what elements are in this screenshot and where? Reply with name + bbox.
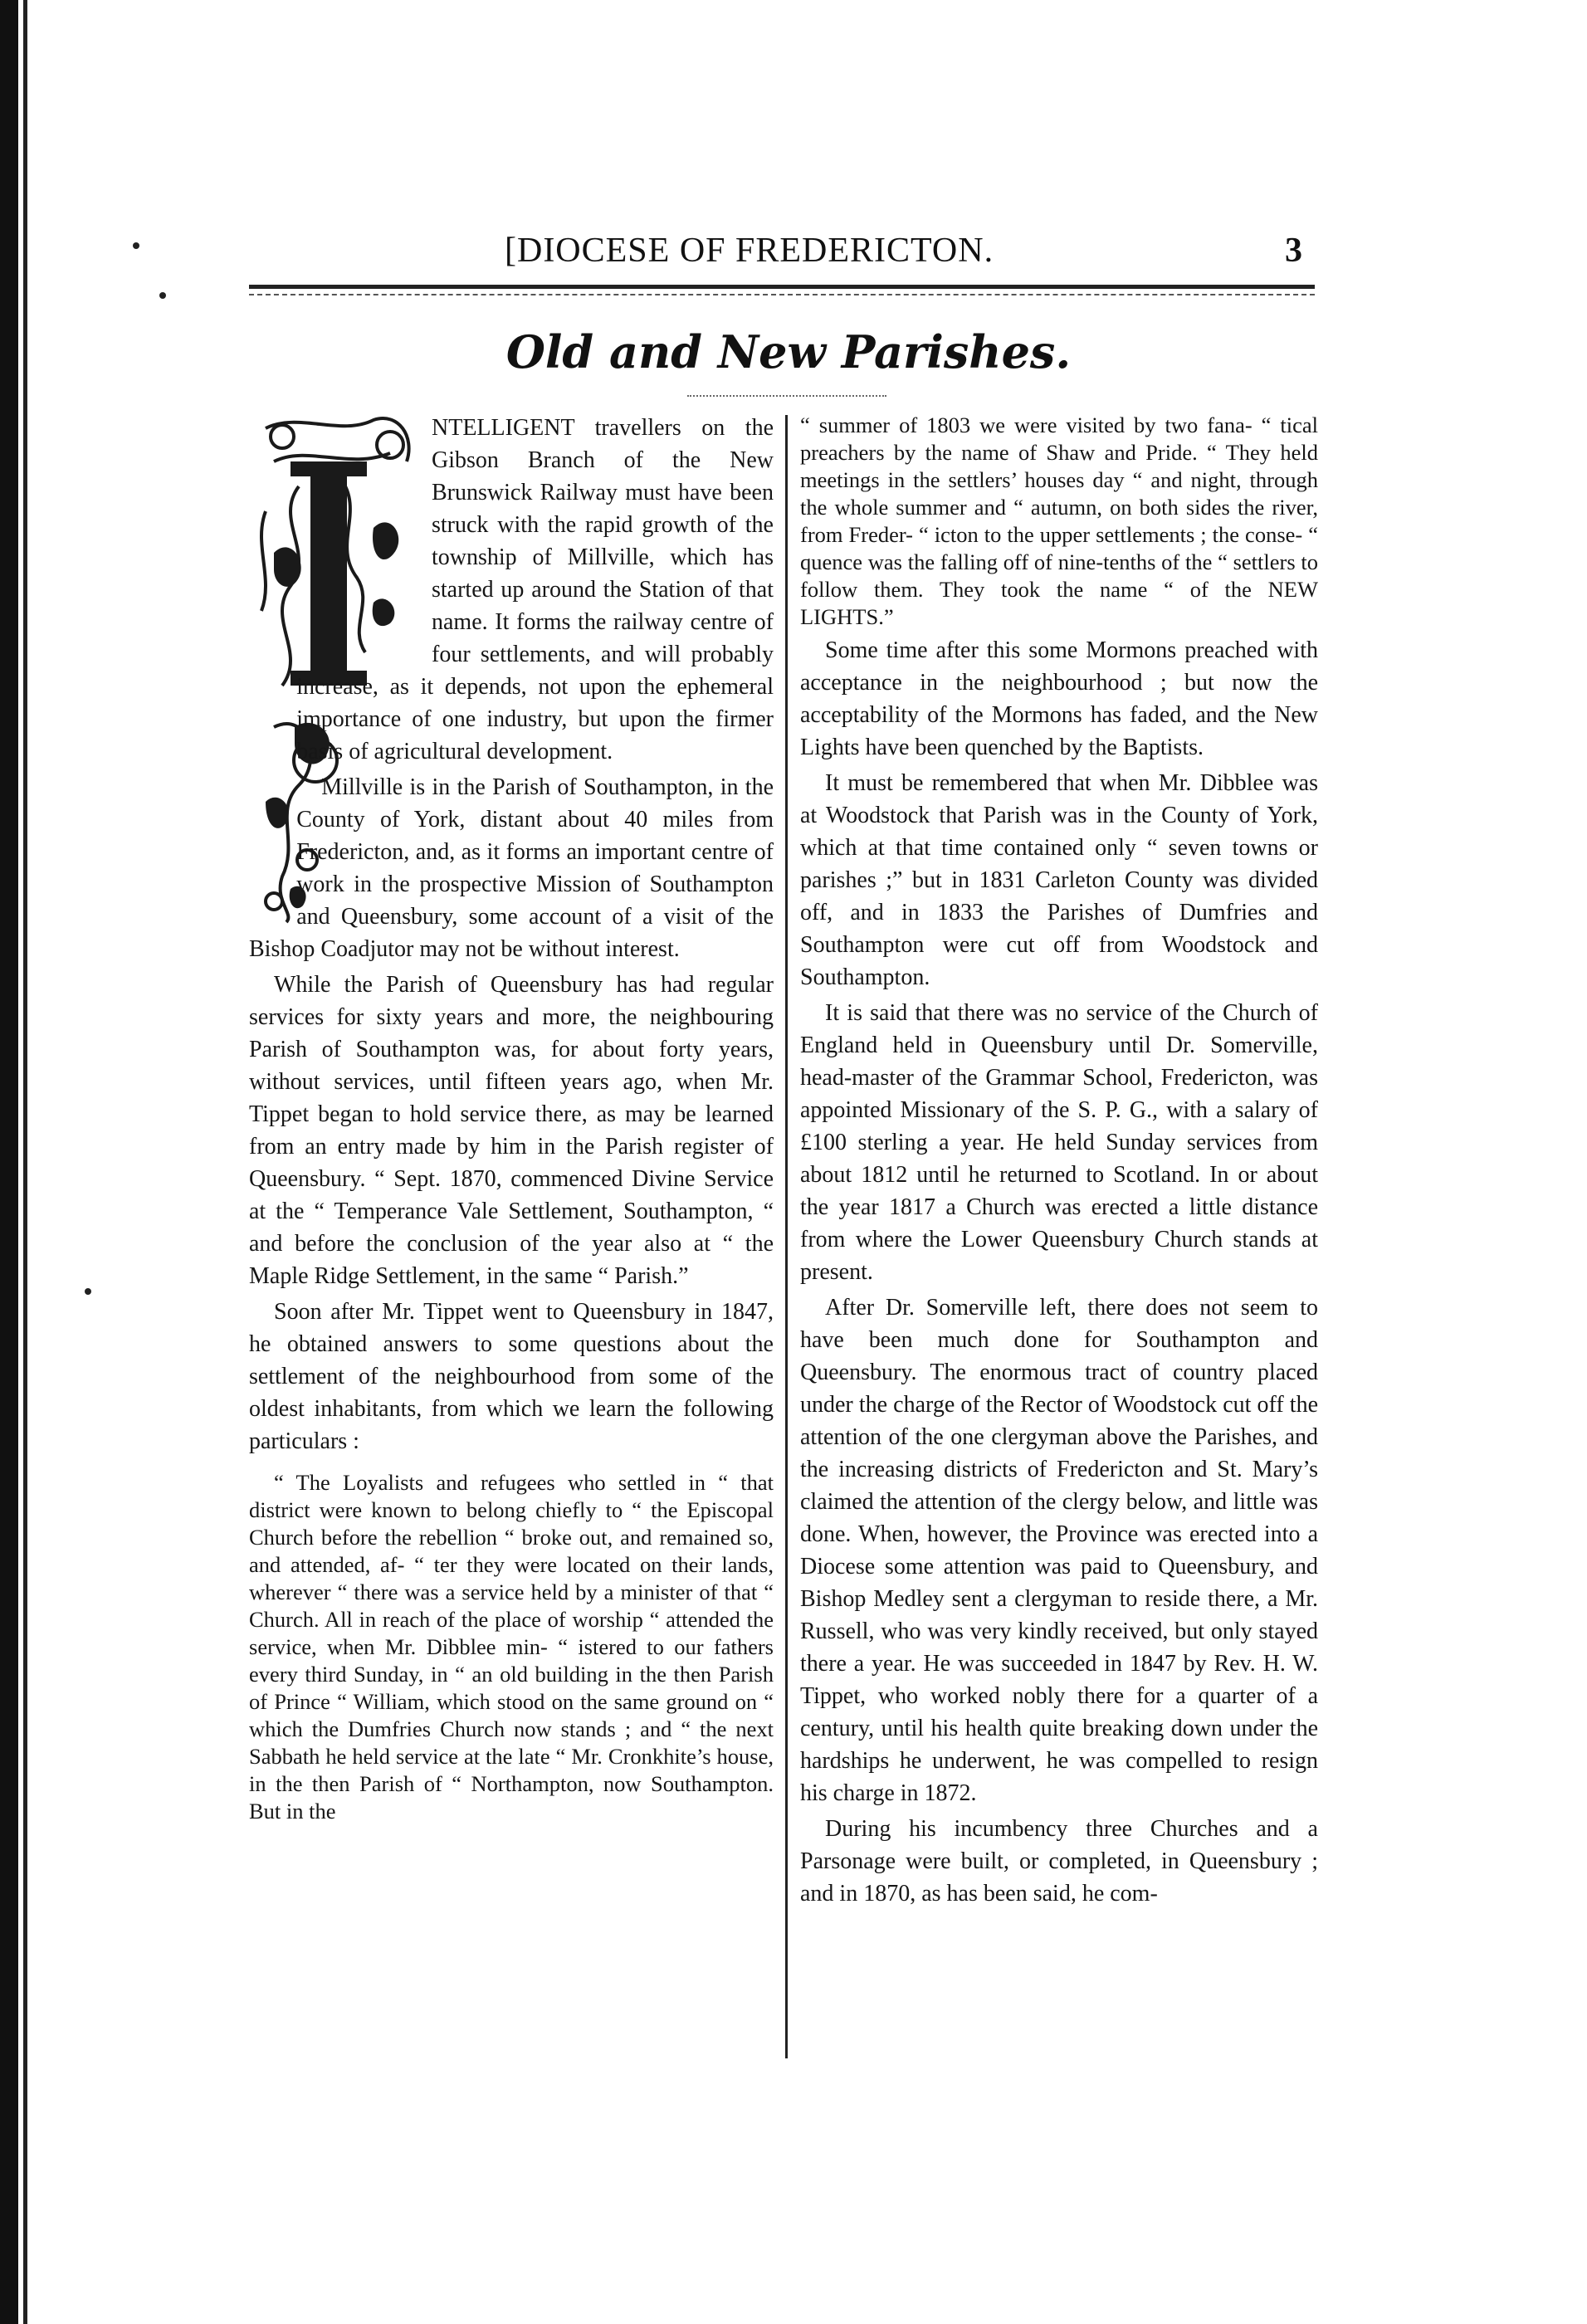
left-column — [249, 412, 774, 1825]
paragraph: It must be remembered that when Mr. Dibblee was at Woodstock that Parish was in the County of York, which at that time contained only “ seven towns or parishes ;” but in 1831 Carleton County was divided off, and in 1833 the Parishes of Dumfries and Southampton were cut off from Woodstock and Southampton. — [800, 770, 1318, 990]
article-title: Old and New Parishes. — [505, 325, 1072, 378]
paragraph: Soon after Mr. Tippet went to Queensbury in 1847, he obtained answers to some questions about the settlement of the neighbourhood from some of the oldest inhabitants, from which we learn the following particulars : — [249, 1299, 774, 1454]
column-divider — [785, 415, 788, 2058]
quoted-paragraph: “ summer of 1803 we were visited by two fana- “ tical preachers by the name of Shaw and Pride. “ They held meetings in the settlers’ houses day “ and night, through the whole summer and “ autumn, on both sides the river, from Freder- “ icton to the upper settlements ; the conse- “ quence was the falling off of nine-tenths of the “ settlers to follow them. They took the name “ of the NEW LIGHTS.” — [800, 413, 1318, 629]
right-column — [800, 412, 1318, 1910]
speck — [133, 242, 139, 249]
paragraph: During his incumbency three Churches and a Parsonage were built, or completed, in Queensbury ; and in 1870, as has been said, he com- — [800, 1816, 1318, 1907]
speck — [85, 1288, 91, 1295]
paragraph: It is said that there was no service of the Church of England held in Queensbury until Dr. Somerville, head-master of the Grammar School, Fredericton, was appointed Missionary of the S. P. G., with a salary of £100 sterling a year. He held Sunday services from about 1812 until he returned to Scotland. In or about the year 1817 a Church was erected a little distance from where the Lower Queensbury Church stands at present. — [800, 1000, 1318, 1285]
paragraph: Millville is in the Parish of Southampton, in the County of York, distant about 40 miles from Fredericton, and, as it forms an important centre of work in the prospective Mission of Southampton and Queensbury, some account of a visit of the Bishop Coadjutor may not be without interest. — [249, 774, 774, 962]
header-rule — [249, 285, 1315, 289]
paragraph: After Dr. Somerville left, there does not seem to have been much done for Southampton and Queensbury. The enormous tract of country placed under the charge of the Rector of Woodstock cut off the attention of the one clergyman above the Parishes, and the increasing districts of Fredericton and St. Mary’s claimed the attention of the clergy below, and little was done. When, however, the Province was erected into a Diocese some attention was paid to Queensbury, and Bishop Medley sent a clergyman to reside there, a Mr. Russell, who was very kindly received, but only stayed there a year. He was succeeded in 1847 by Rev. H. W. Tippet, who worked nobly there for a quarter of a century, until his health quite breaking down under the hardships he underwent, he was compelled to resign his charge in 1872. — [800, 1295, 1318, 1806]
title-underline — [687, 395, 886, 397]
running-head: [DIOCESE OF FREDERICTON. — [505, 232, 994, 270]
speck — [159, 292, 166, 299]
paragraph: Some time after this some Mormons preached with acceptance in the neighbourhood ; but now the acceptability of the Mormons has faded, and the New Lights have been quenched by the Baptists. — [800, 637, 1318, 760]
page-number: 3 — [1285, 232, 1302, 270]
quoted-paragraph: “ The Loyalists and refugees who settled in “ that district were known to belong chiefly to “ the Episcopal Church before the rebellion “ broke out, and remained so, and attended, af- “ ter they were located on their lands, wherever “ there was a service held by a minister of that “ Church. All in reach of the place of worship “ attended the service, when Mr. Dibblee min- “ istered to our fathers every third Sunday, in “ an old building in the then Parish of Prince “ William, which stood on the same ground on “ which the Dumfries Church now stands ; and “ the next Sabbath he held service at the late “ Mr. Cronkhite’s house, in the then Parish of “ Northampton, now Southampton. But in the — [249, 1470, 774, 1824]
paragraph: While the Parish of Queensbury has had regular services for sixty years and more, the neighbouring Parish of Southampton was, for about forty years, without services, until fifteen years ago, when Mr. Tippet began to hold service there, as may be learned from an entry made by him in the Parish register of Queensbury. “ Sept. 1870, commenced Divine Service at the “ Temperance Vale Settlement, Southampton, “ and before the conclusion of the year also at “ the Maple Ridge Settlement, in the same “ Parish.” — [249, 972, 774, 1289]
page-spine-edge — [0, 0, 18, 2324]
header-rule-dashed — [249, 294, 1315, 295]
paragraph: NTELLIGENT travellers on the Gibson Branch of the New Brunswick Railway must have been struck with the rapid growth of the township of Millville, which has started up around the Station of that name. It forms the railway centre of four settlements, and will probably increase, as it depends, not upon the ephemeral importance of one industry, but upon the firmer basis of agricultural development. — [296, 415, 774, 764]
page-spine-line — [23, 0, 27, 2324]
